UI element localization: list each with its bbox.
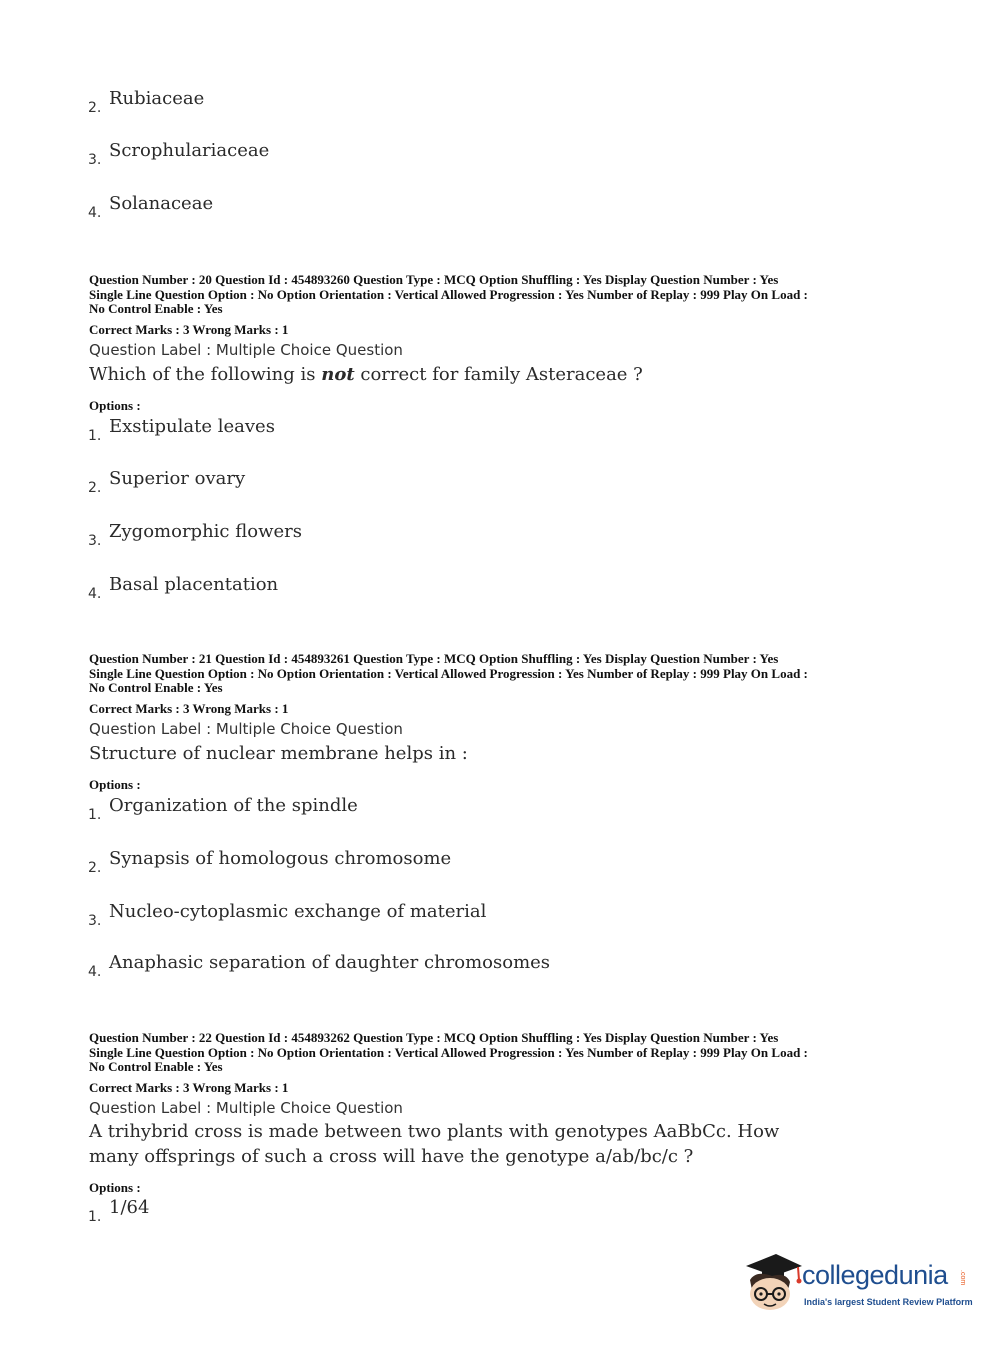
option-number: 3. — [88, 152, 102, 168]
question-text-line: A trihybrid cross is made between two plants with genotypes AaBbCc. How — [89, 1120, 780, 1142]
option-text: Anaphasic separation of daughter chromosomes — [109, 952, 551, 973]
option-text: Exstipulate leaves — [109, 416, 275, 437]
question-block-20 — [89, 273, 919, 387]
question-meta-line: Single Line Question Option : No Option Orientation : Vertical Allowed Progression : Yes Number of Replay : 999 Play On Load : — [89, 665, 808, 681]
option-number: 1. — [88, 428, 102, 444]
option-number: 4. — [88, 964, 102, 980]
question-meta-line: Question Number : 20 Question Id : 454893260 Question Type : MCQ Option Shuffling : Yes Display Question Number : Yes — [89, 272, 779, 287]
question-text-line: many offsprings of such a cross will have the genotype a/ab/bc/c ? — [89, 1145, 694, 1167]
option-text: Nucleo-cytoplasmic exchange of material — [109, 901, 487, 922]
option-text: Synapsis of homologous chromosome — [109, 848, 452, 869]
option-number: 2. — [88, 860, 102, 876]
option-text: Superior ovary — [109, 468, 246, 489]
question-meta-line: No Control Enable : Yes — [89, 680, 223, 695]
question-text-emphasis: not — [321, 363, 355, 385]
option-text: Scrophulariaceae — [109, 140, 270, 161]
option-text: Organization of the spindle — [109, 795, 358, 816]
option-number: 1. — [88, 1209, 102, 1225]
option-text: 1/64 — [109, 1197, 150, 1218]
option-number: 3. — [88, 913, 102, 929]
option-number: 4. — [88, 205, 102, 221]
logo-tagline: India's largest Student Review Platform — [804, 1297, 973, 1307]
option-number: 2. — [88, 100, 102, 116]
option-number: 4. — [88, 586, 102, 602]
question-text: Structure of nuclear membrane helps in : — [89, 742, 468, 764]
collegedunia-logo — [742, 1250, 972, 1320]
option-text: Solanaceae — [109, 193, 214, 214]
question-label: Question Label : Multiple Choice Question — [89, 340, 403, 359]
logo-wordmark: collegedunia — [802, 1260, 948, 1290]
option-text: Basal placentation — [109, 574, 279, 595]
options-label: Options : — [89, 777, 141, 792]
question-text — [89, 362, 919, 387]
option-number: 3. — [88, 533, 102, 549]
question-text-part: correct for family Asteraceae ? — [354, 363, 643, 385]
options-label: Options : — [89, 398, 141, 413]
option-number: 2. — [88, 480, 102, 496]
option-text: Rubiaceae — [109, 88, 205, 109]
question-block-21 — [89, 652, 919, 766]
options-label: Options : — [89, 1180, 141, 1195]
question-meta-line: Question Number : 22 Question Id : 454893262 Question Type : MCQ Option Shuffling : Yes Display Question Number : Yes — [89, 1030, 779, 1045]
question-label: Question Label : Multiple Choice Question — [89, 719, 403, 738]
question-meta-line: Question Number : 21 Question Id : 454893261 Question Type : MCQ Option Shuffling : Yes Display Question Number : Yes — [89, 651, 779, 666]
question-marks: Correct Marks : 3 Wrong Marks : 1 — [89, 321, 289, 337]
question-text-part: Which of the following is — [89, 363, 322, 385]
question-marks: Correct Marks : 3 Wrong Marks : 1 — [89, 1079, 289, 1095]
graduate-mascot-icon — [742, 1250, 804, 1320]
question-meta-line: Single Line Question Option : No Option Orientation : Vertical Allowed Progression : Yes Number of Replay : 999 Play On Load : — [89, 286, 808, 302]
question-label: Question Label : Multiple Choice Question — [89, 1098, 403, 1117]
question-marks: Correct Marks : 3 Wrong Marks : 1 — [89, 700, 289, 716]
logo-com-suffix: .com — [959, 1270, 966, 1286]
option-number: 1. — [88, 807, 102, 823]
question-meta-line: No Control Enable : Yes — [89, 301, 223, 316]
question-meta-line: Single Line Question Option : No Option Orientation : Vertical Allowed Progression : Yes Number of Replay : 999 Play On Load : — [89, 1044, 808, 1060]
question-meta-line: No Control Enable : Yes — [89, 1059, 223, 1074]
question-block-22 — [89, 1031, 919, 1169]
option-text: Zygomorphic flowers — [109, 521, 302, 542]
